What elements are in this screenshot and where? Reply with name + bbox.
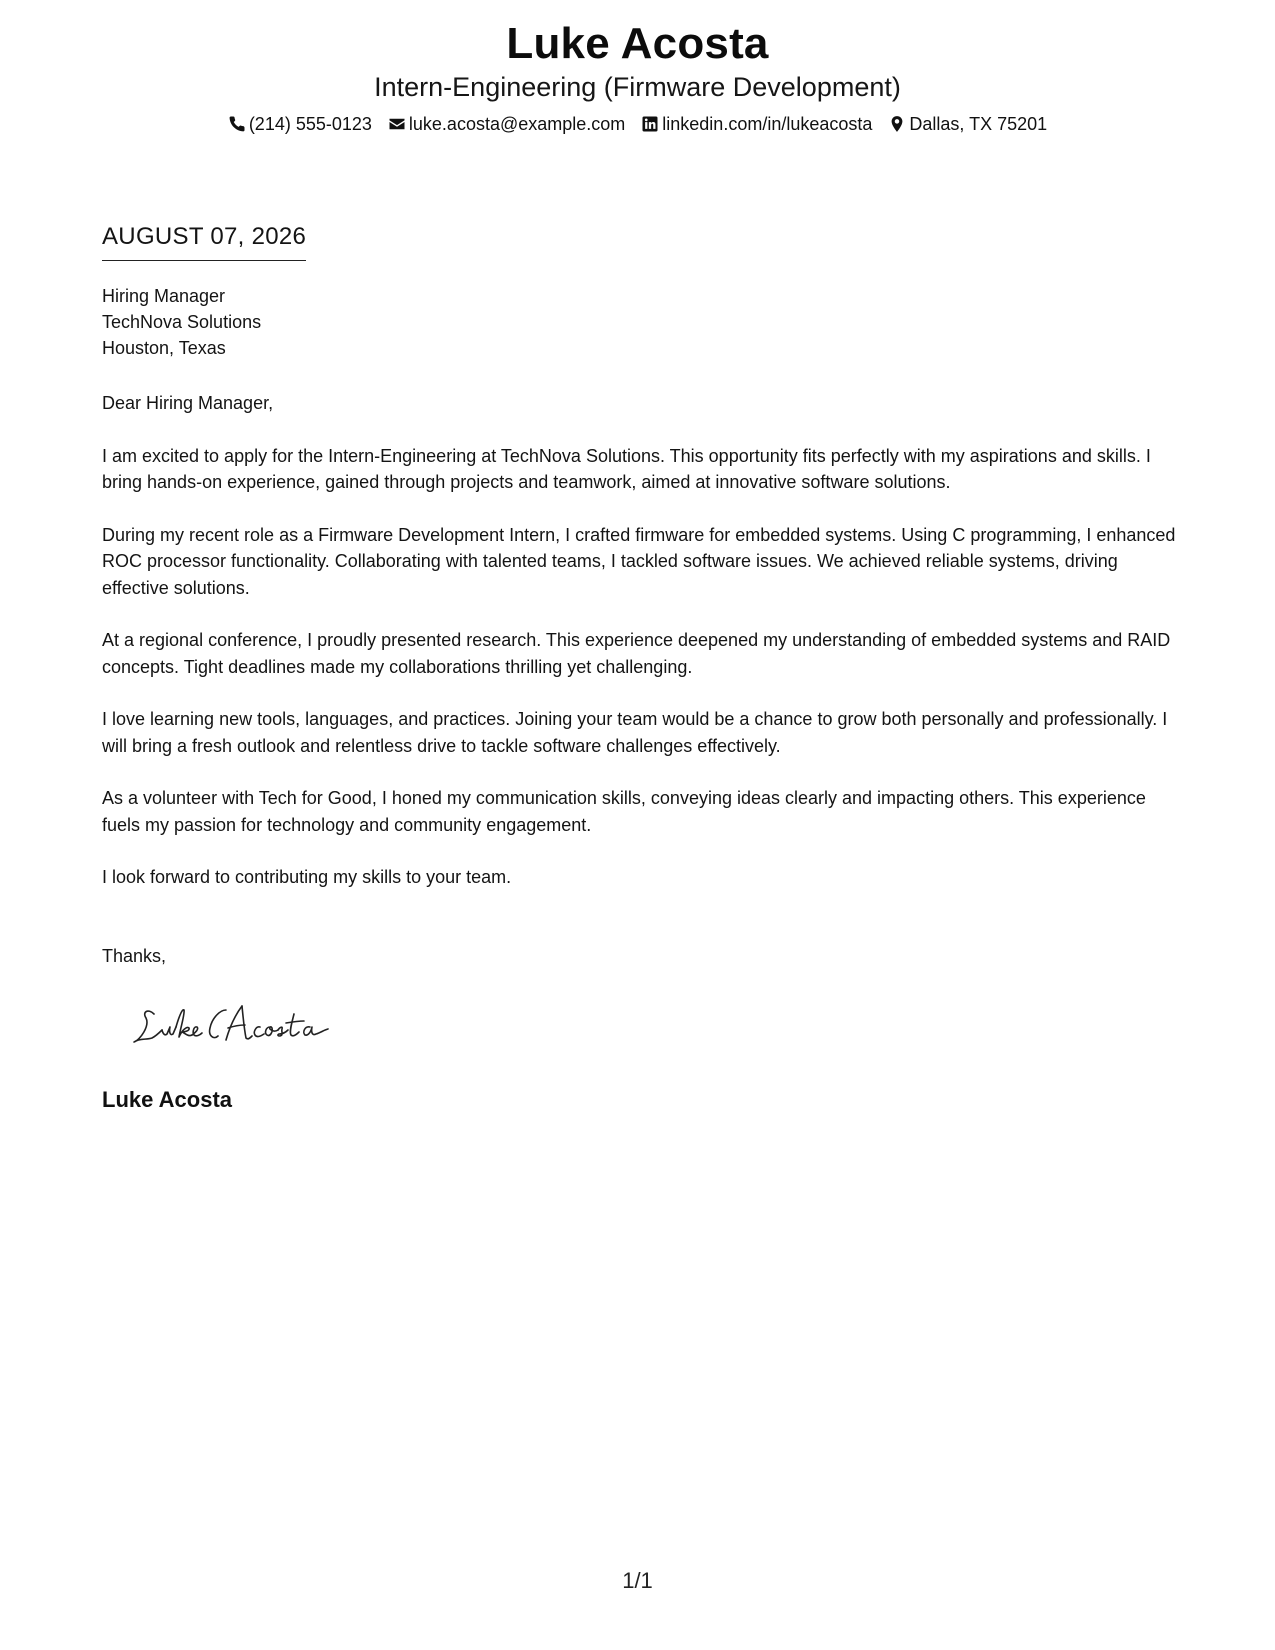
applicant-name: Luke Acosta	[506, 19, 769, 68]
phone-icon	[228, 115, 246, 133]
body-paragraph: During my recent role as a Firmware Development Intern, I crafted firmware for embedded systems. Using C programming, I enhanced ROC processor functionality. Collaborating with talented teams, I tackled software issues. We achieved reliable systems, driving effective solutions.	[102, 524, 1176, 598]
handwritten-signature	[132, 996, 342, 1052]
contact-phone	[228, 112, 372, 136]
contact-location	[888, 112, 1047, 136]
recipient-location: Houston, Texas	[102, 338, 226, 358]
applicant-role: Intern-Engineering (Firmware Development)	[374, 72, 901, 102]
body-paragraph: At a regional conference, I proudly presented research. This experience deepened my understanding of embedded systems and RAID concepts. Tight deadlines made my collaborations thrilling yet challenging.	[102, 630, 1171, 677]
envelope-icon	[388, 115, 406, 133]
recipient-address	[102, 283, 261, 361]
contact-linkedin	[641, 112, 872, 136]
body-paragraph: I look forward to contributing my skills to your team.	[102, 867, 512, 887]
recipient-company: TechNova Solutions	[102, 312, 262, 332]
letter-header	[0, 18, 1275, 136]
contact-bar	[0, 112, 1275, 136]
map-marker-icon	[888, 115, 906, 133]
body-paragraph: As a volunteer with Tech for Good, I honed my communication skills, conveying ideas clearly and impacting others. This experience fuels my passion for technology and community engagement.	[102, 788, 1146, 835]
linkedin-icon	[641, 115, 659, 133]
recipient-title: Hiring Manager	[102, 286, 226, 306]
body-paragraph: I love learning new tools, languages, and practices. Joining your team would be a chance to grow both personally and professionally. I will bring a fresh outlook and relentless drive to tackle software challenges effectively.	[102, 709, 1168, 756]
page-number: 1/1	[622, 1568, 653, 1593]
contact-email	[388, 112, 625, 136]
linkedin-text: linkedin.com/in/lukeacosta	[662, 114, 873, 134]
closing-line: Thanks,	[102, 946, 167, 966]
signer-name: Luke Acosta	[102, 1087, 233, 1112]
salutation: Dear Hiring Manager,	[102, 393, 274, 413]
location-text: Dallas, TX 75201	[909, 114, 1048, 134]
letter-body	[102, 390, 1182, 917]
letter-date: AUGUST 07, 2026	[102, 222, 306, 261]
email-text: luke.acosta@example.com	[408, 114, 626, 134]
body-paragraph: I am excited to apply for the Intern-Engineering at TechNova Solutions. This opportunity fits perfectly with my aspirations and skills. I bring hands-on experience, gained through projects and teamwork, aimed at innovative software solutions.	[102, 445, 1151, 492]
date-block	[102, 222, 306, 261]
phone-text: (214) 555-0123	[248, 114, 372, 134]
